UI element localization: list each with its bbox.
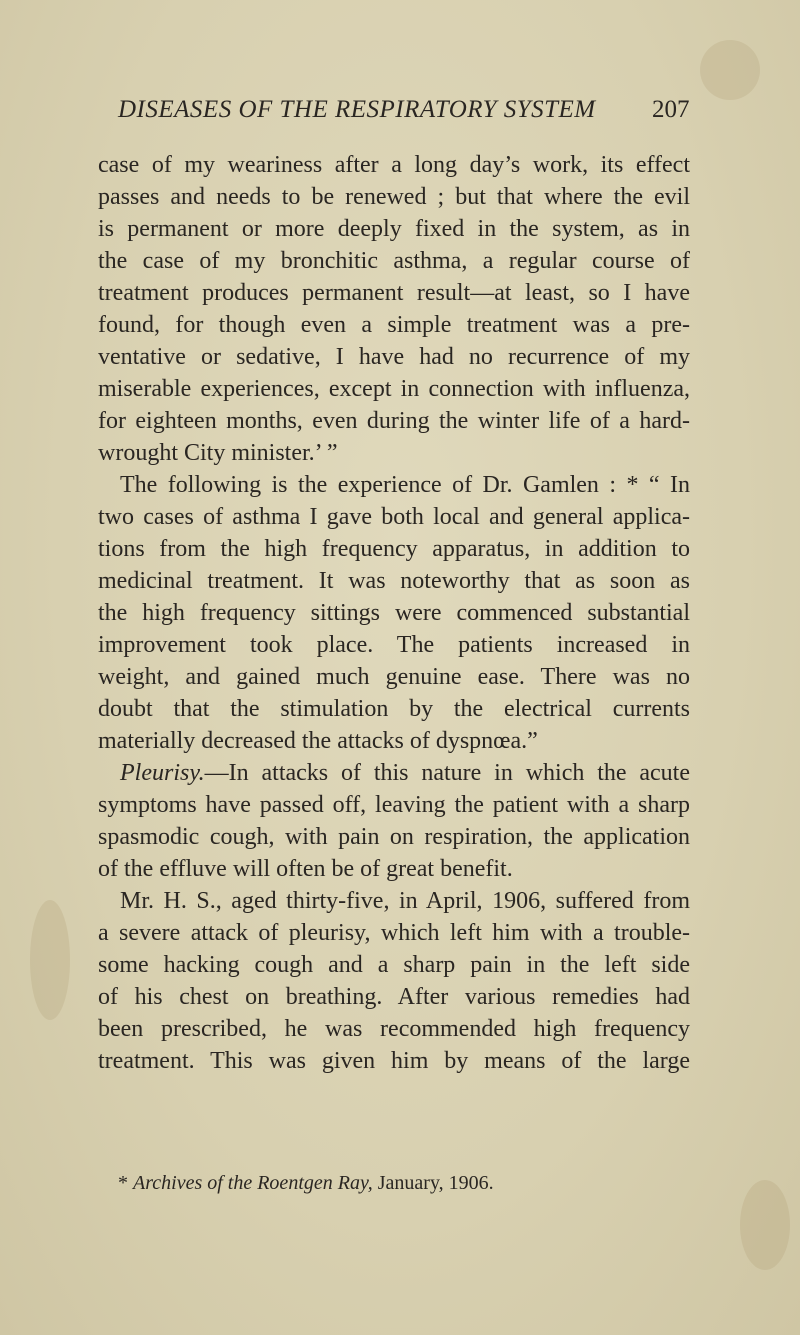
text-line: case of my weariness after a long day’s work, its effect	[98, 152, 690, 178]
footnote	[118, 1172, 494, 1195]
text-line: of his chest on breathing. After various remedies had	[98, 984, 690, 1010]
page-header	[0, 96, 800, 130]
text-line: some hacking cough and a sharp pain in the left side	[98, 952, 690, 978]
page-number: 207	[652, 96, 690, 123]
text-line: two cases of asthma I gave both local and general applica-	[98, 504, 690, 530]
text-line: of the effluve will often be of great benefit.	[98, 856, 513, 882]
text-line: for eighteen months, even during the winter life of a hard-	[98, 408, 690, 434]
text-line: symptoms have passed off, leaving the patient with a sharp	[98, 792, 690, 818]
text-line: been prescribed, he was recommended high frequency	[98, 1016, 690, 1042]
body-text	[98, 149, 690, 1077]
text-line: materially decreased the attacks of dyspnœa.”	[98, 728, 538, 754]
text-line: doubt that the stimulation by the electrical currents	[98, 696, 690, 722]
text-line: the case of my bronchitic asthma, a regular course of	[98, 248, 690, 274]
text-line: treatment. This was given him by means of the large	[98, 1048, 690, 1074]
text-line: spasmodic cough, with pain on respiration, the application	[98, 824, 690, 850]
text-line: miserable experiences, except in connection with influenza,	[98, 376, 690, 402]
text-line: improvement took place. The patients increased in	[98, 632, 690, 658]
text-line: weight, and gained much genuine ease. There was no	[98, 664, 690, 690]
text-line	[98, 757, 690, 789]
footnote-source: Archives of the Roentgen Ray,	[133, 1172, 373, 1194]
running-title: DISEASES OF THE RESPIRATORY SYSTEM	[118, 96, 596, 123]
text-line: found, for though even a simple treatment was a pre-	[98, 312, 690, 338]
paper-stain	[30, 900, 70, 1020]
footnote-marker: *	[118, 1172, 128, 1194]
text-line: medicinal treatment. It was noteworthy that as soon as	[98, 568, 690, 594]
section-heading-text: —In attacks of this nature in which the acute	[204, 760, 690, 786]
text-line: wrought City minister.’ ”	[98, 440, 338, 466]
footnote-date: January, 1906.	[377, 1172, 494, 1194]
text-line: the high frequency sittings were commenced substantial	[98, 600, 690, 626]
paper-stain	[700, 40, 760, 100]
text-line: treatment produces permanent result—at least, so I have	[98, 280, 690, 306]
text-line: The following is the experience of Dr. Gamlen : * “ In	[120, 472, 690, 498]
paper-stain	[740, 1180, 790, 1270]
text-line: ventative or sedative, I have had no recurrence of my	[98, 344, 690, 370]
text-line: a severe attack of pleurisy, which left him with a trouble-	[98, 920, 690, 946]
text-line: is permanent or more deeply fixed in the system, as in	[98, 216, 690, 242]
text-line: passes and needs to be renewed ; but that where the evil	[98, 184, 690, 210]
section-heading: Pleurisy.	[120, 760, 205, 786]
text-line: tions from the high frequency apparatus, in addition to	[98, 536, 690, 562]
text-line: Mr. H. S., aged thirty-five, in April, 1906, suffered from	[120, 888, 690, 914]
